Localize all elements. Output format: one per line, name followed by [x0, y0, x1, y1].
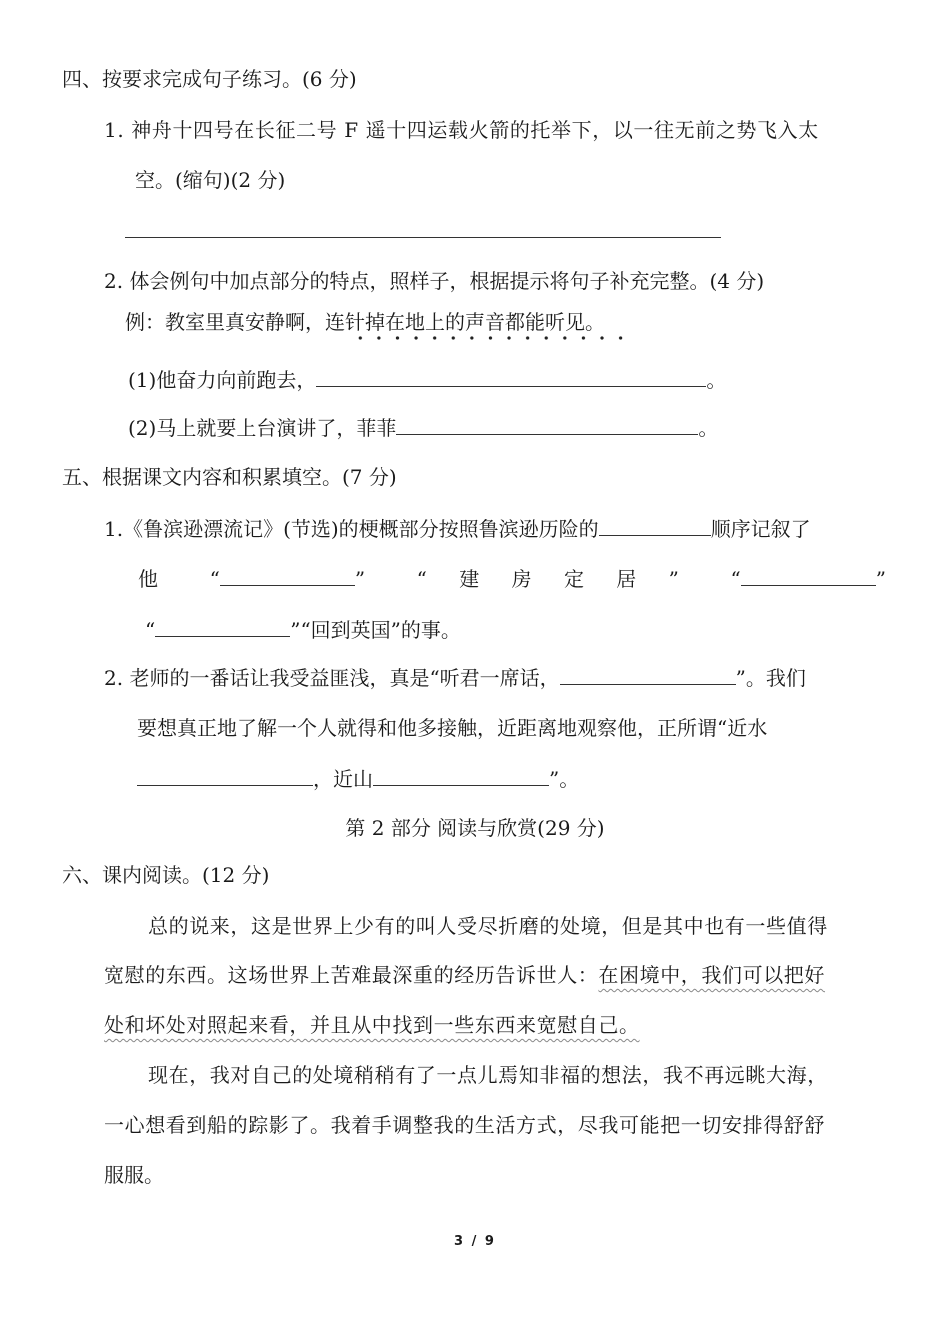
q2-blank-1[interactable]	[560, 662, 736, 685]
example-end: 。	[585, 310, 605, 334]
q1-blank-4[interactable]	[155, 614, 290, 637]
q2-line1-end: ”。我们	[735, 666, 806, 690]
page-number: 3 / 9	[454, 1234, 496, 1249]
passage-p1-line2	[104, 960, 825, 990]
section5-q2-line2: 要想真正地了解一个人就得和他多接触，近距离地观察他，正所谓“近水	[137, 716, 768, 740]
passage-p1-line3	[104, 1010, 640, 1040]
sub1-blank[interactable]	[316, 364, 706, 387]
part2-title: 第 2 部分 阅读与欣赏(29 分)	[345, 816, 605, 840]
q1-blank-2[interactable]	[220, 563, 355, 586]
section4-q1-line2: 空。(缩句)(2 分)	[135, 168, 286, 192]
q1-line3-end: ”“回到英国”的事。	[290, 618, 461, 642]
open-quote: “	[145, 618, 156, 642]
close-quote: ”	[875, 567, 886, 591]
q2-line3-end: ”。	[549, 767, 580, 791]
q1-order-blank[interactable]	[599, 513, 711, 536]
q1-blank-3[interactable]	[741, 563, 876, 586]
q1-line1-text: 1.《鲁滨逊漂流记》(节选)的梗概部分按照鲁滨逊历险的	[104, 517, 599, 541]
section4-example	[125, 307, 605, 337]
emphasis-dots	[351, 336, 631, 340]
q2-line3-mid: ，近山	[313, 767, 373, 791]
sub1-text: (1)他奋力向前跑去，	[128, 368, 317, 392]
q1-he: 他	[138, 567, 158, 591]
sub2-end: 。	[698, 416, 719, 440]
passage-p1-line1: 总的说来，这是世界上少有的叫人受尽折磨的处境，但是其中也有一些值得	[148, 914, 828, 938]
passage-p2-line2: 一心想看到船的踪影了。我着手调整我的生活方式，尽我可能把一切安排得舒舒	[104, 1113, 825, 1137]
open-quote: “	[730, 567, 741, 591]
section4-sub1	[128, 364, 726, 395]
q1-quote-group-1	[210, 563, 365, 594]
q2-line1-text: 2. 老师的一番话让我受益匪浅，真是“听君一席话，	[104, 666, 560, 690]
section4-q1-answer-line[interactable]	[125, 237, 721, 238]
q1-line1-end: 顺序记叙了	[710, 517, 811, 541]
section5-q1-line2	[138, 563, 886, 594]
section5-heading: 五、根据课文内容和积累填空。(7 分)	[62, 465, 397, 489]
passage-p2-line1: 现在，我对自己的处境稍稍有了一点儿焉知非福的想法，我不再远眺大海，	[148, 1063, 828, 1087]
q2-blank-3[interactable]	[373, 763, 549, 786]
section5-q2-line1	[104, 662, 806, 693]
sub2-blank[interactable]	[396, 412, 698, 435]
p1-line3-wavy: 处和坏处对照起来看，并且从中找到一些东西来宽慰自己。	[104, 1013, 640, 1037]
example-prefix: 例：教室里真安静啊，	[125, 310, 325, 334]
q1-quote-group-2	[731, 563, 886, 594]
section4-q1-line1: 1. 神舟十四号在长征二号 F 遥十四运载火箭的托举下，以一往无前之势飞入太	[104, 118, 819, 142]
example-dotted-part: 连针掉在地上的声音都能听见	[325, 310, 585, 334]
p1-line2-wavy: 在困境中，我们可以把好	[598, 963, 826, 987]
close-quote: ”	[354, 567, 366, 591]
section6-heading: 六、课内阅读。(12 分)	[62, 863, 270, 887]
section4-sub2	[128, 412, 718, 443]
sub1-end: 。	[706, 368, 727, 392]
section5-q2-line3	[137, 763, 579, 794]
p1-line2-plain: 宽慰的东西。这场世界上苦难最深重的经历告诉世人：	[104, 963, 599, 987]
q2-blank-2[interactable]	[137, 763, 313, 786]
section5-q1-line3	[145, 614, 461, 645]
q1-jianfang: “ 建 房 定 居 ”	[416, 567, 679, 591]
section5-q1-line1	[104, 513, 811, 544]
sub2-text: (2)马上就要上台演讲了，菲菲	[128, 416, 397, 440]
section4-q2-line1: 2. 体会例句中加点部分的特点，照样子，根据提示将句子补充完整。(4 分)	[104, 269, 765, 293]
passage-p2-line3: 服服。	[104, 1163, 164, 1187]
section4-heading: 四、按要求完成句子练习。(6 分)	[62, 67, 357, 91]
open-quote: “	[209, 567, 220, 591]
